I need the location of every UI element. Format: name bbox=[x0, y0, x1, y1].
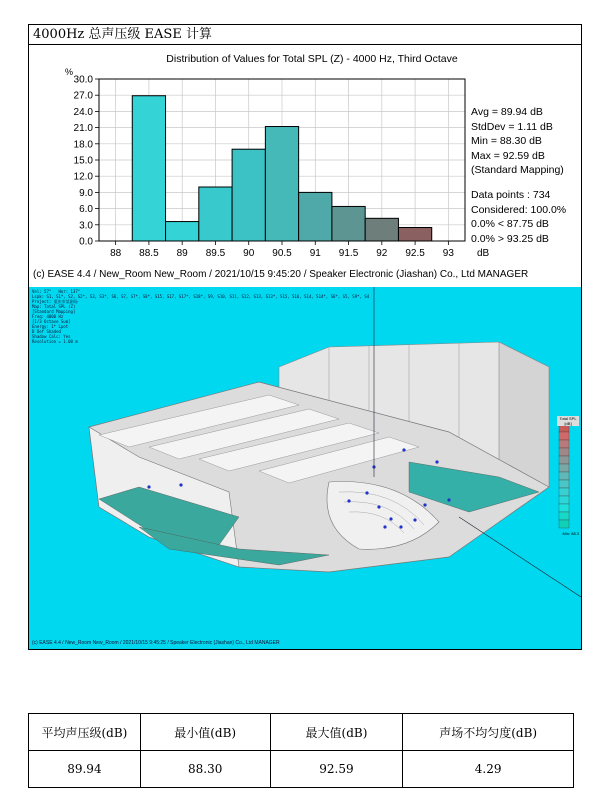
y-tick-label: 15.0 bbox=[73, 155, 93, 167]
stat-min: Min = 88.30 dB bbox=[471, 135, 542, 148]
legend-title: Total SPL [dB] bbox=[557, 416, 579, 426]
legend-swatch bbox=[559, 512, 569, 520]
value-max: 92.59 bbox=[270, 751, 403, 788]
stat-stddev: StdDev = 1.11 dB bbox=[471, 120, 553, 133]
histogram-bar bbox=[199, 187, 232, 241]
y-tick-label: 6.0 bbox=[79, 204, 93, 216]
render-info-text: Vel: 57° Hor: 137° Lspk: S1, S1*, S2, S2*, S3, S3*, S6, S7, S7*, S8*, S15, S17, S17*, S18*, S9, S10, S11, S12, S13, S13*, S15, S16, S14, S14*, S6*, S5, S9*, S4 Project: 重庆市某剧场 Map: Total SPL (Z) [Standard Mapping] Freq: 4000 Hz [1/3 Octave Sum] Energy: 1* Lpot D Def Shaded Shadow Calc: Yes Resolution = 1.00 m bbox=[32, 289, 370, 344]
x-tick-label: 92 bbox=[376, 248, 388, 259]
stat-data-points: Data points : 734 bbox=[471, 188, 551, 201]
x-tick-label: 89.5 bbox=[205, 248, 226, 259]
legend-min: Min: 88.3 bbox=[562, 531, 579, 536]
legend-swatch bbox=[559, 432, 569, 440]
legend-swatch bbox=[559, 488, 569, 496]
x-tick-label: 89 bbox=[176, 248, 188, 259]
x-tick-label: 90.5 bbox=[272, 248, 292, 259]
report-frame bbox=[28, 24, 582, 650]
value-uniformity: 4.29 bbox=[403, 751, 574, 788]
x-tick-label: 88.5 bbox=[139, 248, 159, 259]
stat-avg: Avg = 89.94 dB bbox=[471, 106, 543, 118]
x-tick-label: 93 bbox=[442, 248, 454, 259]
histogram-bar bbox=[265, 127, 298, 241]
value-min: 88.30 bbox=[140, 751, 270, 788]
render-credit: (c) EASE 4.4 / New_Room New_Room / 2021/10/15 9:45:25 / Speaker Electronic (Jiashan) Co., Ltd MANAGER bbox=[32, 640, 280, 646]
histogram-credit: (c) EASE 4.4 / New_Room New_Room / 2021/10/15 9:45:20 / Speaker Electronic (Jiashan) Co., Ltd MANAGER bbox=[33, 269, 529, 280]
stat-below: 0.0% < 87.75 dB bbox=[471, 218, 549, 231]
stats-block bbox=[471, 105, 581, 246]
y-tick-label: 21.0 bbox=[73, 123, 93, 135]
legend-swatch bbox=[559, 520, 569, 528]
histogram-bar bbox=[299, 192, 332, 241]
stat-considered: Considered: 100.0% bbox=[471, 203, 567, 216]
legend-swatch bbox=[559, 440, 569, 448]
y-tick-label: 0.0 bbox=[79, 236, 93, 248]
y-tick-label: 30.0 bbox=[73, 74, 93, 86]
table-header-row bbox=[29, 714, 574, 751]
chart-title: Distribution of Values for Total SPL (Z) - 4000 Hz, Third Octave bbox=[166, 53, 458, 65]
x-tick-label: 92.5 bbox=[405, 248, 425, 259]
x-tick-label: 91.5 bbox=[338, 248, 359, 259]
legend-swatch bbox=[559, 464, 569, 472]
histogram-bar bbox=[232, 149, 265, 241]
y-axis-label: % bbox=[65, 67, 74, 77]
page-title: 4000Hz 总声压级 EASE 计算 bbox=[29, 25, 581, 45]
histogram-bar bbox=[132, 96, 165, 241]
header-uniformity: 声场不均匀度(dB) bbox=[403, 714, 574, 751]
summary-table bbox=[28, 713, 574, 788]
x-tick-label: 88 bbox=[110, 248, 122, 259]
table-row bbox=[29, 751, 574, 788]
legend-swatch bbox=[559, 504, 569, 512]
y-tick-label: 3.0 bbox=[79, 220, 93, 232]
y-tick-label: 24.0 bbox=[73, 106, 93, 118]
legend-swatch bbox=[559, 480, 569, 488]
histogram-bar bbox=[398, 228, 431, 242]
histogram-bar bbox=[332, 206, 365, 241]
y-tick-label: 9.0 bbox=[79, 187, 93, 199]
header-max: 最大值(dB) bbox=[270, 714, 403, 751]
histogram-bar bbox=[166, 222, 199, 241]
histogram-panel bbox=[29, 45, 581, 287]
stat-mapping: (Standard Mapping) bbox=[471, 164, 564, 177]
x-axis-label: dB bbox=[477, 248, 490, 259]
header-min: 最小值(dB) bbox=[140, 714, 270, 751]
x-tick-label: 91 bbox=[309, 248, 321, 259]
y-tick-label: 12.0 bbox=[73, 171, 93, 183]
legend-swatch bbox=[559, 456, 569, 464]
legend-swatch bbox=[559, 448, 569, 456]
legend-swatch bbox=[559, 496, 569, 504]
x-tick-label: 90 bbox=[243, 248, 255, 259]
y-tick-label: 18.0 bbox=[73, 139, 93, 151]
legend-swatch bbox=[559, 472, 569, 480]
stat-above: 0.0% > 93.25 dB bbox=[471, 232, 549, 245]
ease-3d-render bbox=[29, 287, 581, 649]
stat-max: Max = 92.59 dB bbox=[471, 149, 545, 162]
value-avg-spl: 89.94 bbox=[29, 751, 141, 788]
header-avg-spl: 平均声压级(dB) bbox=[29, 714, 141, 751]
histogram-bar bbox=[365, 218, 398, 241]
y-tick-label: 27.0 bbox=[73, 90, 93, 102]
